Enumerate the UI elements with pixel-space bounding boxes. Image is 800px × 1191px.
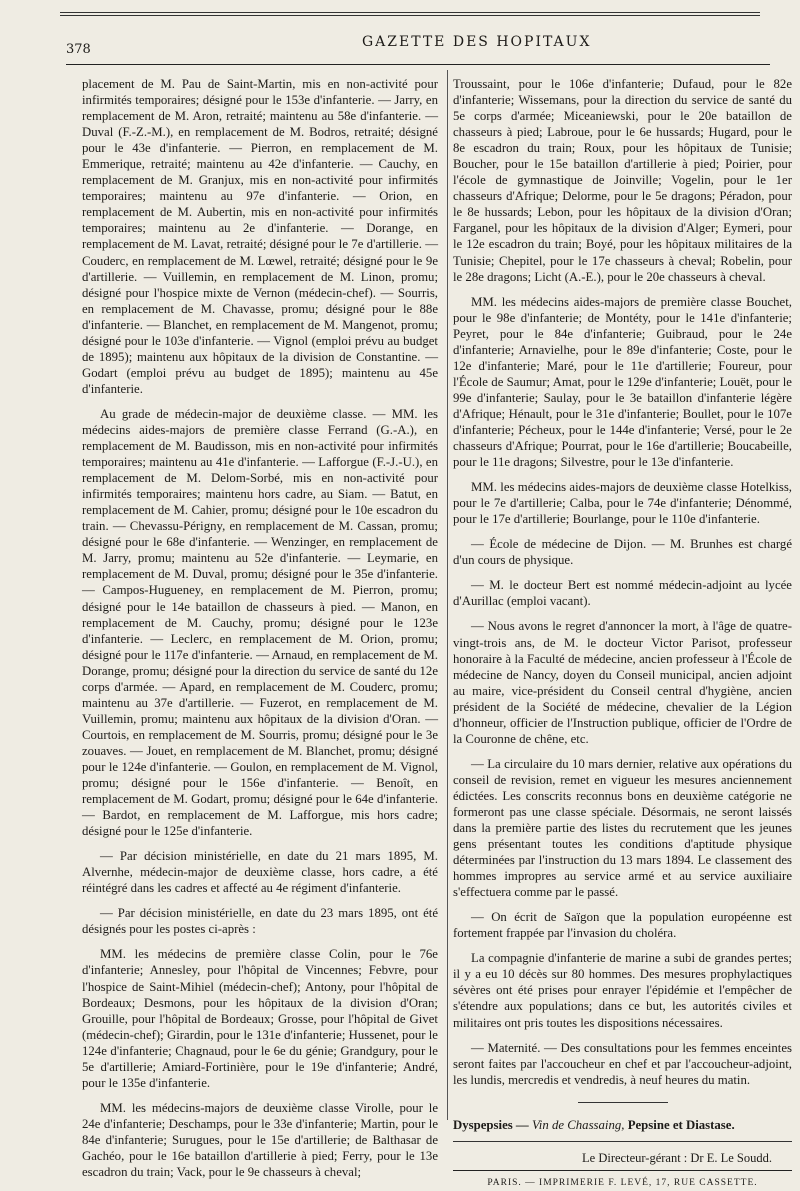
left-paragraph-6: MM. les médecins-majors de deuxième classe Virolle, pour le 24e d'infanterie; Deschamps, pour le 33e d'infanterie; Martin, pour le 84e d'infanterie; Surugues, pour le 15e d'artillerie; de Balthasar de Gachéo, pour le 16e bataillon d'artillerie à pied; Ferry, pour le 13e escadron du train; Vack, pour le 9e chasseurs à cheval; [82,1100,438,1180]
left-paragraph-2: Au grade de médecin-major de deuxième classe. — MM. les médecins aides-majors de première classe Ferrand (G.-A.), en remplacement de M. Baudisson, mis en non-activité pour infirmités temporaires; maintenu au 41e d'infanterie. — Lafforgue (F.-J.-U.), en remplacement de M. Delom-Sorbé, mis en non-activité pour infirmités temporaires; maintenu hors cadre, au Siam. — Batut, en remplacement de M. Cahier, promu; désigné pour le 10e escadron du train. — Chevassu-Périgny, en remplacement de M. Cassan, promu; désigné pour le 68e d'infanterie. — Wenzinger, en remplacement de M. Jarry, promu; maintenu au 52e d'infanterie. — Leymarie, en remplacement de M. Duval, promu; désigné pour le 35e d'infanterie. — Campos-Hugueney, en remplacement de M. Pierron, promu; désigné pour le 14e bataillon de chasseurs à pied. — Manon, en remplacement de M. Cauchy, promu; désigné pour le 123e d'infanterie. — Leclerc, en remplacement de M. Orion, promu; désigné pour le 117e d'infanterie. — Arnaud, en remplacement de M. Dorange, promu; désigné pour la direction du service de santé du 12e corps d'armée. — Apard, en remplacement de M. Couderc, promu; maintenu au 37e d'artillerie. — Fuzerot, en remplacement de M. Vuillemin, promu; maintenu aux hôpitaux de la division d'Oran. — Courtois, en remplacement de M. Sourris, promu; désigné pour le 3e zouaves. — Jouet, en remplacement de M. Blanchet, promu; désigné pour le 124e d'infanterie. — Goulon, en remplacement de M. Vignol, promu; désigné pour le 156e d'infanterie. — Benoît, en remplacement de M. Godart, promu; désigné pour le 64e d'infanterie. — Bardot, en remplacement de M. Lafforgue, mis hors cadre; désigné pour le 125e d'infanterie. [82,406,438,839]
advert-label: Dyspepsies — [453,1117,529,1132]
journal-title: GAZETTE DES HOPITAUX [362,34,592,50]
column-divider [447,70,448,1120]
left-paragraph-4: — Par décision ministérielle, en date du 23 mars 1895, ont été désignés pour les postes ci-après : [82,906,438,937]
right-paragraph-7: — La circulaire du 10 mars dernier, relative aux opérations du conseil de revision, remet en vigueur les mesures anciennement édictées. Les conscrits reconnus bons en deuxième catégorie ne formeront pas une classe spéciale. Désormais, ne seront laissés dans la première partie des listes du recrutement que les jeunes gens présentant toutes les conditions d'aptitude physique déterminées par l'instruction du 13 mars 1894. Le classement des hommes impropres au service armé et au service auxiliaire s'effectuera comme par le passé. [453,756,792,900]
right-paragraph-3: MM. les médecins aides-majors de deuxième classe Hotelkiss, pour le 7e d'artillerie; Calba, pour le 74e d'infanterie; Dénommé, pour le 17e d'artillerie; Bourlange, pour le 110e d'infanterie. [453,480,792,527]
advert-product: Vin de Chassaing, [531,1117,625,1132]
left-paragraph-3: — Par décision ministérielle, en date du 21 mars 1895, M. Alvernhe, médecin-major de deuxième classe, hors cadre, a été réintégré dans les cadres et affecté au 4e régiment d'infanterie. [82,849,438,896]
left-paragraph-1: placement de M. Pau de Saint-Martin, mis en non-activité pour infirmités temporaires; désigné pour le 153e d'infanterie. — Jarry, en remplacement de M. Aron, retraité; maintenu au 58e d'infanterie. — Duval (F.-Z.-M.), en remplacement de M. Bodros, retraité; désigné pour le 43e d'infanterie. — Pierron, en remplacement de M. Emmerique, retraité; maintenu au 42e d'infanterie. — Cauchy, en remplacement de M. Granjux, mis en non-activité pour infirmités temporaires; maintenu au 97e d'infanterie. — Orion, en remplacement de M. Aubertin, mis en non-activité pour infirmités temporaires; maintenu au 2e d'infanterie. — Dorange, en remplacement de M. Lavat, retraité; désigné pour le 7e d'artillerie. — Couderc, en remplacement de M. Lœwel, retraité; désigné pour le 9e d'artillerie. — Vuillemin, en remplacement de M. Linon, promu; désigné pour l'hospice mixte de Vernon (médecin-chef). — Sourris, en remplacement de M. Chavasse, promu; désigné pour le 88e d'infanterie. — Blanchet, en remplacement de M. Mangenot, promu; désigné pour le 103e d'infanterie. — Vignol (emploi prévu au budget de 1895); maintenu aux hôpitaux de la division de Constantine. — Godart (emploi prévu au budget de 1895); maintenu au 45e d'infanterie. [82,77,438,396]
right-paragraph-5: — M. le docteur Bert est nommé médecin-adjoint au lycée d'Aurillac (emploi vacant). [453,578,792,609]
right-paragraph-2: MM. les médecins aides-majors de première classe Bouchet, pour le 98e d'infanterie; de Montéty, pour le 141e d'infanterie; Peyret, pour le 84e d'infanterie; Guibraud, pour le 24e d'infanterie; Arnavielhe, pour le 89e d'infanterie; Coste, pour le 12e d'infanterie; Maré, pour le 11e d'artillerie; Foureur, pour l'École de Saumur; Amat, pour le 129e d'infanterie; Louët, pour le 99e d'infanterie; Saulay, pour le 3e bataillon d'infanterie légère d'Afrique; Hénault, pour le 31e d'infanterie; Boullet, pour le 107e d'infanterie; Pécheux, pour le 144e d'infanterie; Versé, pour le 2e chasseurs d'Afrique; Pourrat, pour le 16e d'artillerie; Boucabeille, pour le 11e dragons; Silvestre, pour le 13e d'infanterie. [453,294,792,470]
top-rule [60,12,760,13]
right-paragraph-6: — Nous avons le regret d'annoncer la mort, à l'âge de quatre-vingt-trois ans, de M. le docteur Victor Parisot, professeur honoraire à la Faculté de médecine, ancien professeur à l'École de médecine de Nancy, doyen du Conseil municipal, ancien adjoint au maire, vice-président du Conseil central d'hygiène, ancien président de la Société de médecine, chevalier de la Légion d'honneur, officier de l'Instruction publique, officier de l'Ordre de la Couronne de chêne, etc. [453,619,792,746]
advert-rule [453,1141,792,1142]
right-paragraph-4: — École de médecine de Dijon. — M. Brunhes est chargé d'un cours de physique. [453,537,792,568]
advert-rest: Pepsine et Diastase. [627,1117,735,1132]
printer-rule [453,1170,792,1171]
left-paragraph-5: MM. les médecins de première classe Colin, pour le 76e d'infanterie; Annesley, pour l'hôpital de Vincennes; Febvre, pour l'hospice de Saint-Mihiel (médecin-chef); Antony, pour l'hôpital de Bordeaux; Desmons, pour les hôpitaux de la division d'Oran; Grouille, pour l'hôpital de Bordeaux; Grosse, pour l'hôpital de Givet (médecin-chef); Girardin, pour le 131e d'infanterie; Hussenet, pour le 124e d'infanterie; Chagnaud, pour le 6e du génie; Grandgury, pour le 5e d'artillerie; Amiard-Fortinière, pour le 19e d'infanterie; André, pour le 135e d'infanterie. [82,947,438,1090]
section-separator [578,1102,668,1103]
director-signature: Le Directeur-gérant : Dr E. Le Soudd. [582,1150,772,1165]
right-column [453,76,792,1191]
advertisement [453,1117,792,1133]
right-paragraph-1: Troussaint, pour le 106e d'infanterie; Dufaud, pour le 82e d'infanterie; Wissemans, pour la direction du service de santé du 5e corps d'armée; Miceaniewski, pour le 20e bataillon de chasseurs à pied; Labroue, pour le 6e hussards; Hugard, pour le 8e escadron du train; Roux, pour les hôpitaux de Tunisie; Boucher, pour le 15e bataillon d'artillerie à pied; Poirier, pour l'école de gymnastique de Joinville; Vogelin, pour le 1er chasseurs d'Afrique; Delorme, pour le 5e dragons; Péradon, pour le 8e hussards; Lebon, pour les hôpitaux de la division d'Oran; Farganel, pour les hôpitaux de la division d'Alger; Eymeri, pour le 12e escadron du train; Boyé, pour les hôpitaux militaires de la Tunisie; Chepitel, pour le 17e chasseurs à cheval; Robelin, pour le 28e dragons; Licht (A.-E.), pour le 20e chasseurs à cheval. [453,77,792,284]
right-paragraph-10: — Maternité. — Des consultations pour les femmes enceintes seront faites par l'accoucheur en chef et par l'accoucheur-adjoint, les lundis, mercredis et vendredis, à neuf heures du matin. [453,1040,792,1087]
printer-imprint: PARIS. — IMPRIMERIE F. LEVÉ, 17, RUE CASSETTE. [487,1177,758,1188]
left-column [82,76,438,1189]
right-paragraph-8: — On écrit de Saïgon que la population européenne est fortement frappée par l'invasion du choléra. [453,910,792,941]
header-rule [66,64,770,65]
right-paragraph-9: La compagnie d'infanterie de marine a subi de grandes pertes; il y a eu 10 décès sur 80 hommes. Des mesures prophylactiques sévères ont été prises pour enrayer l'épidémie et l'empêcher de s'étendre aux populations; dans ce but, les autorités civiles et militaires ont pris toutes les dispositions nécessaires. [453,951,792,1030]
top-rule-double [60,15,760,16]
page-number: 378 [66,42,91,57]
